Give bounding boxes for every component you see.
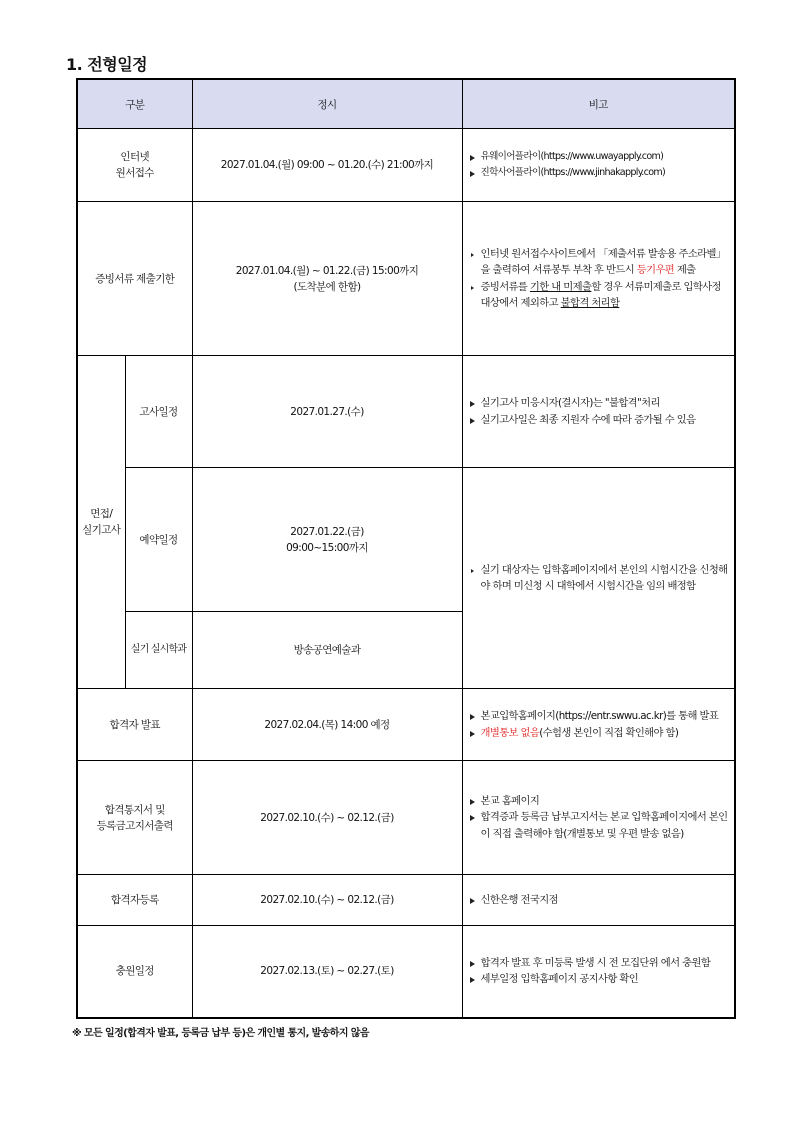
row-schedule: 2027.01.27.(수) <box>192 356 462 468</box>
list-item: 실기고사 미응시자(결시자)는 "불합격"처리 <box>469 395 729 412</box>
row-category: 인터넷 원서접수 <box>77 129 192 202</box>
header-remarks: 비고 <box>462 79 735 129</box>
list-item: 실기고사일은 최종 지원자 수에 따라 증가될 수 있음 <box>469 412 729 429</box>
header-regular: 정시 <box>192 79 462 129</box>
list-item: 진학사어플라이(https://www.jinhakapply.com) <box>469 165 729 182</box>
underlined-text: 기한 내 미제출 <box>529 280 592 293</box>
row-category: 합격통지서 및 등록금고지서출력 <box>77 761 192 875</box>
row-remarks <box>462 202 735 356</box>
sub-category: 실기 실시학과 <box>125 612 192 689</box>
row-schedule: 2027.02.04.(목) 14:00 예정 <box>192 689 462 761</box>
list-item: 인터넷 원서접수사이트에서 「제출서류 발송용 주소라벨」을 출력하여 서류봉투 부착 후 반드시 등기우편 제출 <box>469 246 729 279</box>
list-item: 유웨이어플라이(https://www.uwayapply.com) <box>469 149 729 166</box>
row-schedule: 2027.01.04.(월) ~ 01.22.(금) 15:00까지 (도착분에 한함) <box>192 202 462 356</box>
group-category: 면접/ 실기고사 <box>77 356 125 689</box>
table-row <box>77 129 735 202</box>
list-item: 개별통보 없음(수험생 본인이 직접 확인해야 함) <box>469 725 729 742</box>
row-category: 합격자등록 <box>77 875 192 926</box>
table-row <box>77 926 735 1018</box>
row-schedule: 2027.01.04.(월) 09:00 ~ 01.20.(수) 21:00까지 <box>192 129 462 202</box>
table-row <box>77 356 735 468</box>
list-item: 세부일정 입학홈페이지 공지사항 확인 <box>469 971 729 988</box>
row-schedule: 2027.02.10.(수) ~ 02.12.(금) <box>192 761 462 875</box>
row-remarks <box>462 689 735 761</box>
row-category: 증빙서류 제출기한 <box>77 202 192 356</box>
row-schedule: 2027.02.13.(토) ~ 02.27.(토) <box>192 926 462 1018</box>
table-row <box>77 468 735 612</box>
table-header-row <box>77 79 735 129</box>
row-remarks <box>462 926 735 1018</box>
schedule-table <box>76 78 736 1019</box>
sub-category: 고사일정 <box>125 356 192 468</box>
section-title: 1. 전형일정 <box>66 55 148 74</box>
highlight-text: 개별통보 없음 <box>480 726 540 739</box>
table-row <box>77 761 735 875</box>
row-remarks <box>462 356 735 468</box>
table-row <box>77 689 735 761</box>
underlined-text: 불합격 처리함 <box>560 297 620 309</box>
row-remarks <box>462 129 735 202</box>
row-schedule: 2027.02.10.(수) ~ 02.12.(금) <box>192 875 462 926</box>
row-remarks <box>462 875 735 926</box>
sub-category: 예약일정 <box>125 468 192 612</box>
list-item: 합격증과 등록금 납부고지서는 본교 입학홈페이지에서 본인이 직접 출력해야 함(개별통보 및 우편 발송 없음) <box>469 809 729 842</box>
list-item: 본교입학홈페이지(https://entr.swwu.ac.kr)를 통해 발표 <box>469 708 729 725</box>
row-category: 충원일정 <box>77 926 192 1018</box>
row-schedule: 2027.01.22.(금) 09:00~15:00까지 <box>192 468 462 612</box>
list-item: 합격자 발표 후 미등록 발생 시 전 모집단위 에서 충원함 <box>469 955 729 972</box>
row-remarks <box>462 761 735 875</box>
row-category: 합격자 발표 <box>77 689 192 761</box>
row-schedule: 방송공연예술과 <box>192 612 462 689</box>
list-item: 본교 홈페이지 <box>469 793 729 810</box>
table-row <box>77 202 735 356</box>
list-item: 신한은행 전국지점 <box>469 892 729 909</box>
table-row <box>77 875 735 926</box>
footnote: ※ 모든 일정(합격자 발표, 등록금 납부 등)은 개인별 통지, 발송하지 않음 <box>72 1028 369 1039</box>
row-remarks <box>462 468 735 689</box>
list-item: 증빙서류를 기한 내 미제출할 경우 서류미제출로 입학사정대상에서 제외하고 불합격 처리함 <box>469 279 729 312</box>
header-category: 구분 <box>77 79 192 129</box>
highlight-text: 등기우편 <box>636 264 675 276</box>
list-item: 실기 대상자는 입학홈페이지에서 본인의 시험시간을 신청해야 하며 미신청 시 대학에서 시험시간을 임의 배정함 <box>469 562 729 595</box>
